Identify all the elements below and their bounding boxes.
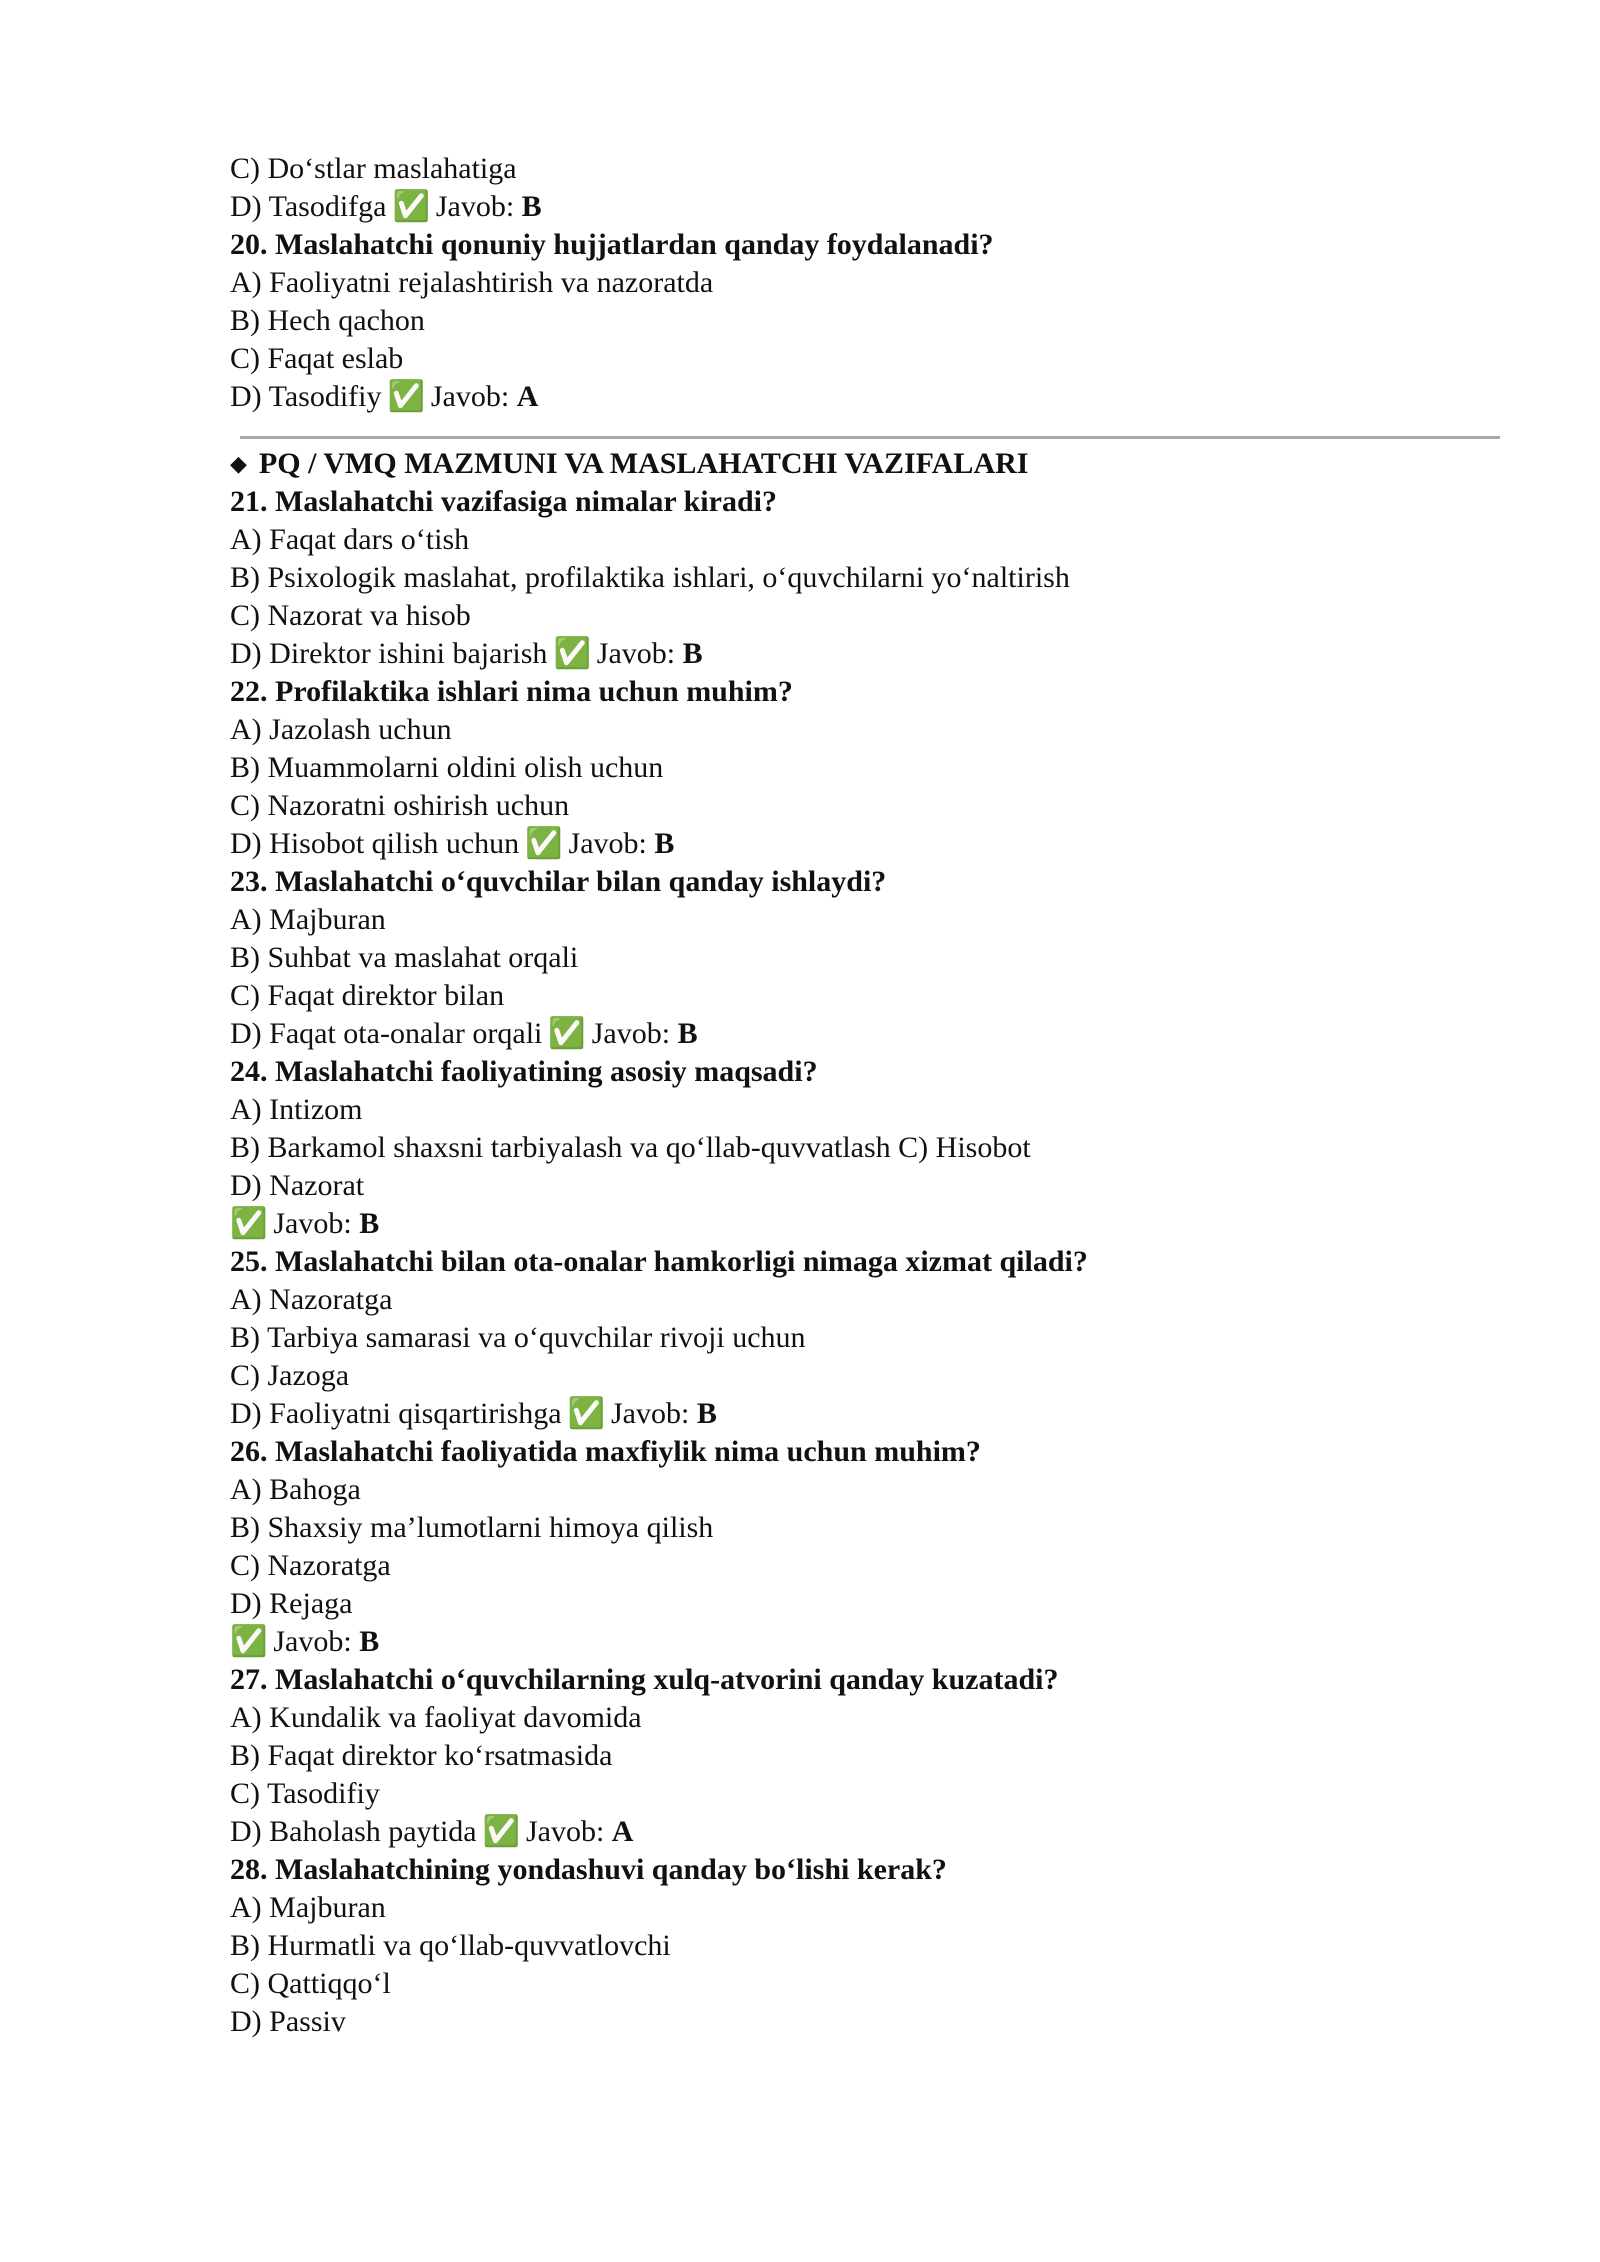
question-block [230,863,1510,1053]
option-line: C) Nazoratni oshirish uchun [230,789,570,822]
answer-line [230,378,1510,416]
option-text: D) Direktor ishini bajarish [230,637,548,670]
option-line: A) Majburan [230,1891,386,1924]
document-page [230,150,1510,2041]
check-icon: ✅ [548,1017,586,1050]
question-title: 23. Maslahatchi o‘quvchilar bilan qanday ishlaydi? [230,865,887,898]
answer-line [230,635,1510,673]
check-icon: ✅ [553,637,591,670]
option-line: C) Do‘stlar maslahatiga [230,152,517,185]
option-line: C) Nazorat va hisob [230,599,471,632]
answer-label: Javob: [596,637,676,670]
answer-value: B [654,827,675,860]
question-block [230,1053,1510,1243]
answer-value: A [516,380,539,413]
question-block [230,483,1510,673]
option-line: D) Rejaga [230,1587,353,1620]
option-line: A) Jazolash uchun [230,713,452,746]
question-block [230,1433,1510,1661]
option-text: D) Tasodifga [230,190,387,223]
question-title: 26. Maslahatchi faoliyatida maxfiylik nima uchun muhim? [230,1435,981,1468]
check-icon: ✅ [392,190,430,223]
answer-value: B [696,1397,717,1430]
option-line: C) Nazoratga [230,1549,391,1582]
check-icon: ✅ [567,1397,605,1430]
option-line: A) Bahoga [230,1473,361,1506]
question-title: 25. Maslahatchi bilan ota-onalar hamkorligi nimaga xizmat qiladi? [230,1245,1088,1278]
diamond-arrows-icon: ◆ [230,451,247,476]
option-line: A) Nazoratga [230,1283,393,1316]
answer-line [230,188,1510,226]
option-line: B) Hurmatli va qo‘llab-quvvatlovchi [230,1929,671,1962]
check-icon: ✅ [230,1625,268,1658]
answer-value: B [521,190,542,223]
option-line: C) Tasodifiy [230,1777,380,1810]
answer-label: Javob: [568,827,647,860]
question-block [230,673,1510,863]
option-line: B) Suhbat va maslahat orqali [230,941,579,974]
question-title: 21. Maslahatchi vazifasiga nimalar kiradi? [230,485,777,518]
option-line: B) Hech qachon [230,304,425,337]
check-icon: ✅ [230,1207,268,1240]
option-line: B) Barkamol shaxsni tarbiyalash va qo‘llab-quvvatlash C) Hisobot [230,1131,1031,1164]
option-text: D) Faoliyatni qisqartirishga [230,1397,562,1430]
answer-label: Javob: [610,1397,690,1430]
check-icon: ✅ [387,380,425,413]
answer-line [230,1623,1510,1661]
question-list [230,483,1510,2041]
question-title: 24. Maslahatchi faoliyatining asosiy maqsadi? [230,1055,818,1088]
option-line: C) Qattiqqo‘l [230,1967,391,2000]
answer-label: Javob: [525,1815,605,1848]
check-icon: ✅ [525,827,563,860]
answer-label: Javob: [435,190,515,223]
section-title: PQ / VMQ MAZMUNI VA MASLAHATCHI VAZIFALARI [258,447,1029,480]
answer-label: Javob: [591,1017,671,1050]
section-divider [240,436,1500,439]
option-text: D) Tasodifiy [230,380,382,413]
answer-line [230,1015,1510,1053]
option-line: B) Psixologik maslahat, profilaktika ishlari, o‘quvchilarni yo‘naltirish [230,561,1070,594]
answer-value: B [677,1017,698,1050]
option-line: B) Muammolarni oldini olish uchun [230,751,664,784]
option-line: A) Faqat dars o‘tish [230,523,470,556]
answer-value: B [359,1207,380,1240]
answer-value: B [682,637,703,670]
option-line: A) Intizom [230,1093,363,1126]
option-line: C) Faqat eslab [230,342,404,375]
option-line: B) Faqat direktor ko‘rsatmasida [230,1739,613,1772]
option-line: D) Passiv [230,2005,346,2038]
question-title: 20. Maslahatchi qonuniy hujjatlardan qanday foydalanadi? [230,228,994,261]
option-text: D) Baholash paytida [230,1815,477,1848]
question-title: 22. Profilaktika ishlari nima uchun muhim? [230,675,793,708]
option-line: D) Nazorat [230,1169,365,1202]
option-line: B) Tarbiya samarasi va o‘quvchilar rivoji uchun [230,1321,806,1354]
question-title: 28. Maslahatchining yondashuvi qanday bo‘lishi kerak? [230,1853,947,1886]
answer-label: Javob: [430,380,510,413]
answer-value: A [611,1815,634,1848]
answer-line [230,1813,1510,1851]
option-line: A) Faoliyatni rejalashtirish va nazoratda [230,266,714,299]
answer-value: B [359,1625,380,1658]
question-block [230,1661,1510,1851]
question-title: 27. Maslahatchi o‘quvchilarning xulq-atvorini qanday kuzatadi? [230,1663,1059,1696]
check-icon: ✅ [482,1815,520,1848]
option-line: A) Kundalik va faoliyat davomida [230,1701,642,1734]
answer-line [230,1395,1510,1433]
option-line: B) Shaxsiy ma’lumotlarni himoya qilish [230,1511,714,1544]
answer-label: Javob: [273,1625,352,1658]
option-line: C) Faqat direktor bilan [230,979,505,1012]
option-text: D) Faqat ota-onalar orqali [230,1017,543,1050]
question-block [230,1851,1510,2041]
option-text: D) Hisobot qilish uchun [230,827,520,860]
answer-line [230,1205,1510,1243]
section-heading [230,445,1510,483]
option-line: A) Majburan [230,903,386,936]
option-line: C) Jazoga [230,1359,350,1392]
answer-label: Javob: [273,1207,352,1240]
answer-line [230,825,1510,863]
question-block [230,1243,1510,1433]
